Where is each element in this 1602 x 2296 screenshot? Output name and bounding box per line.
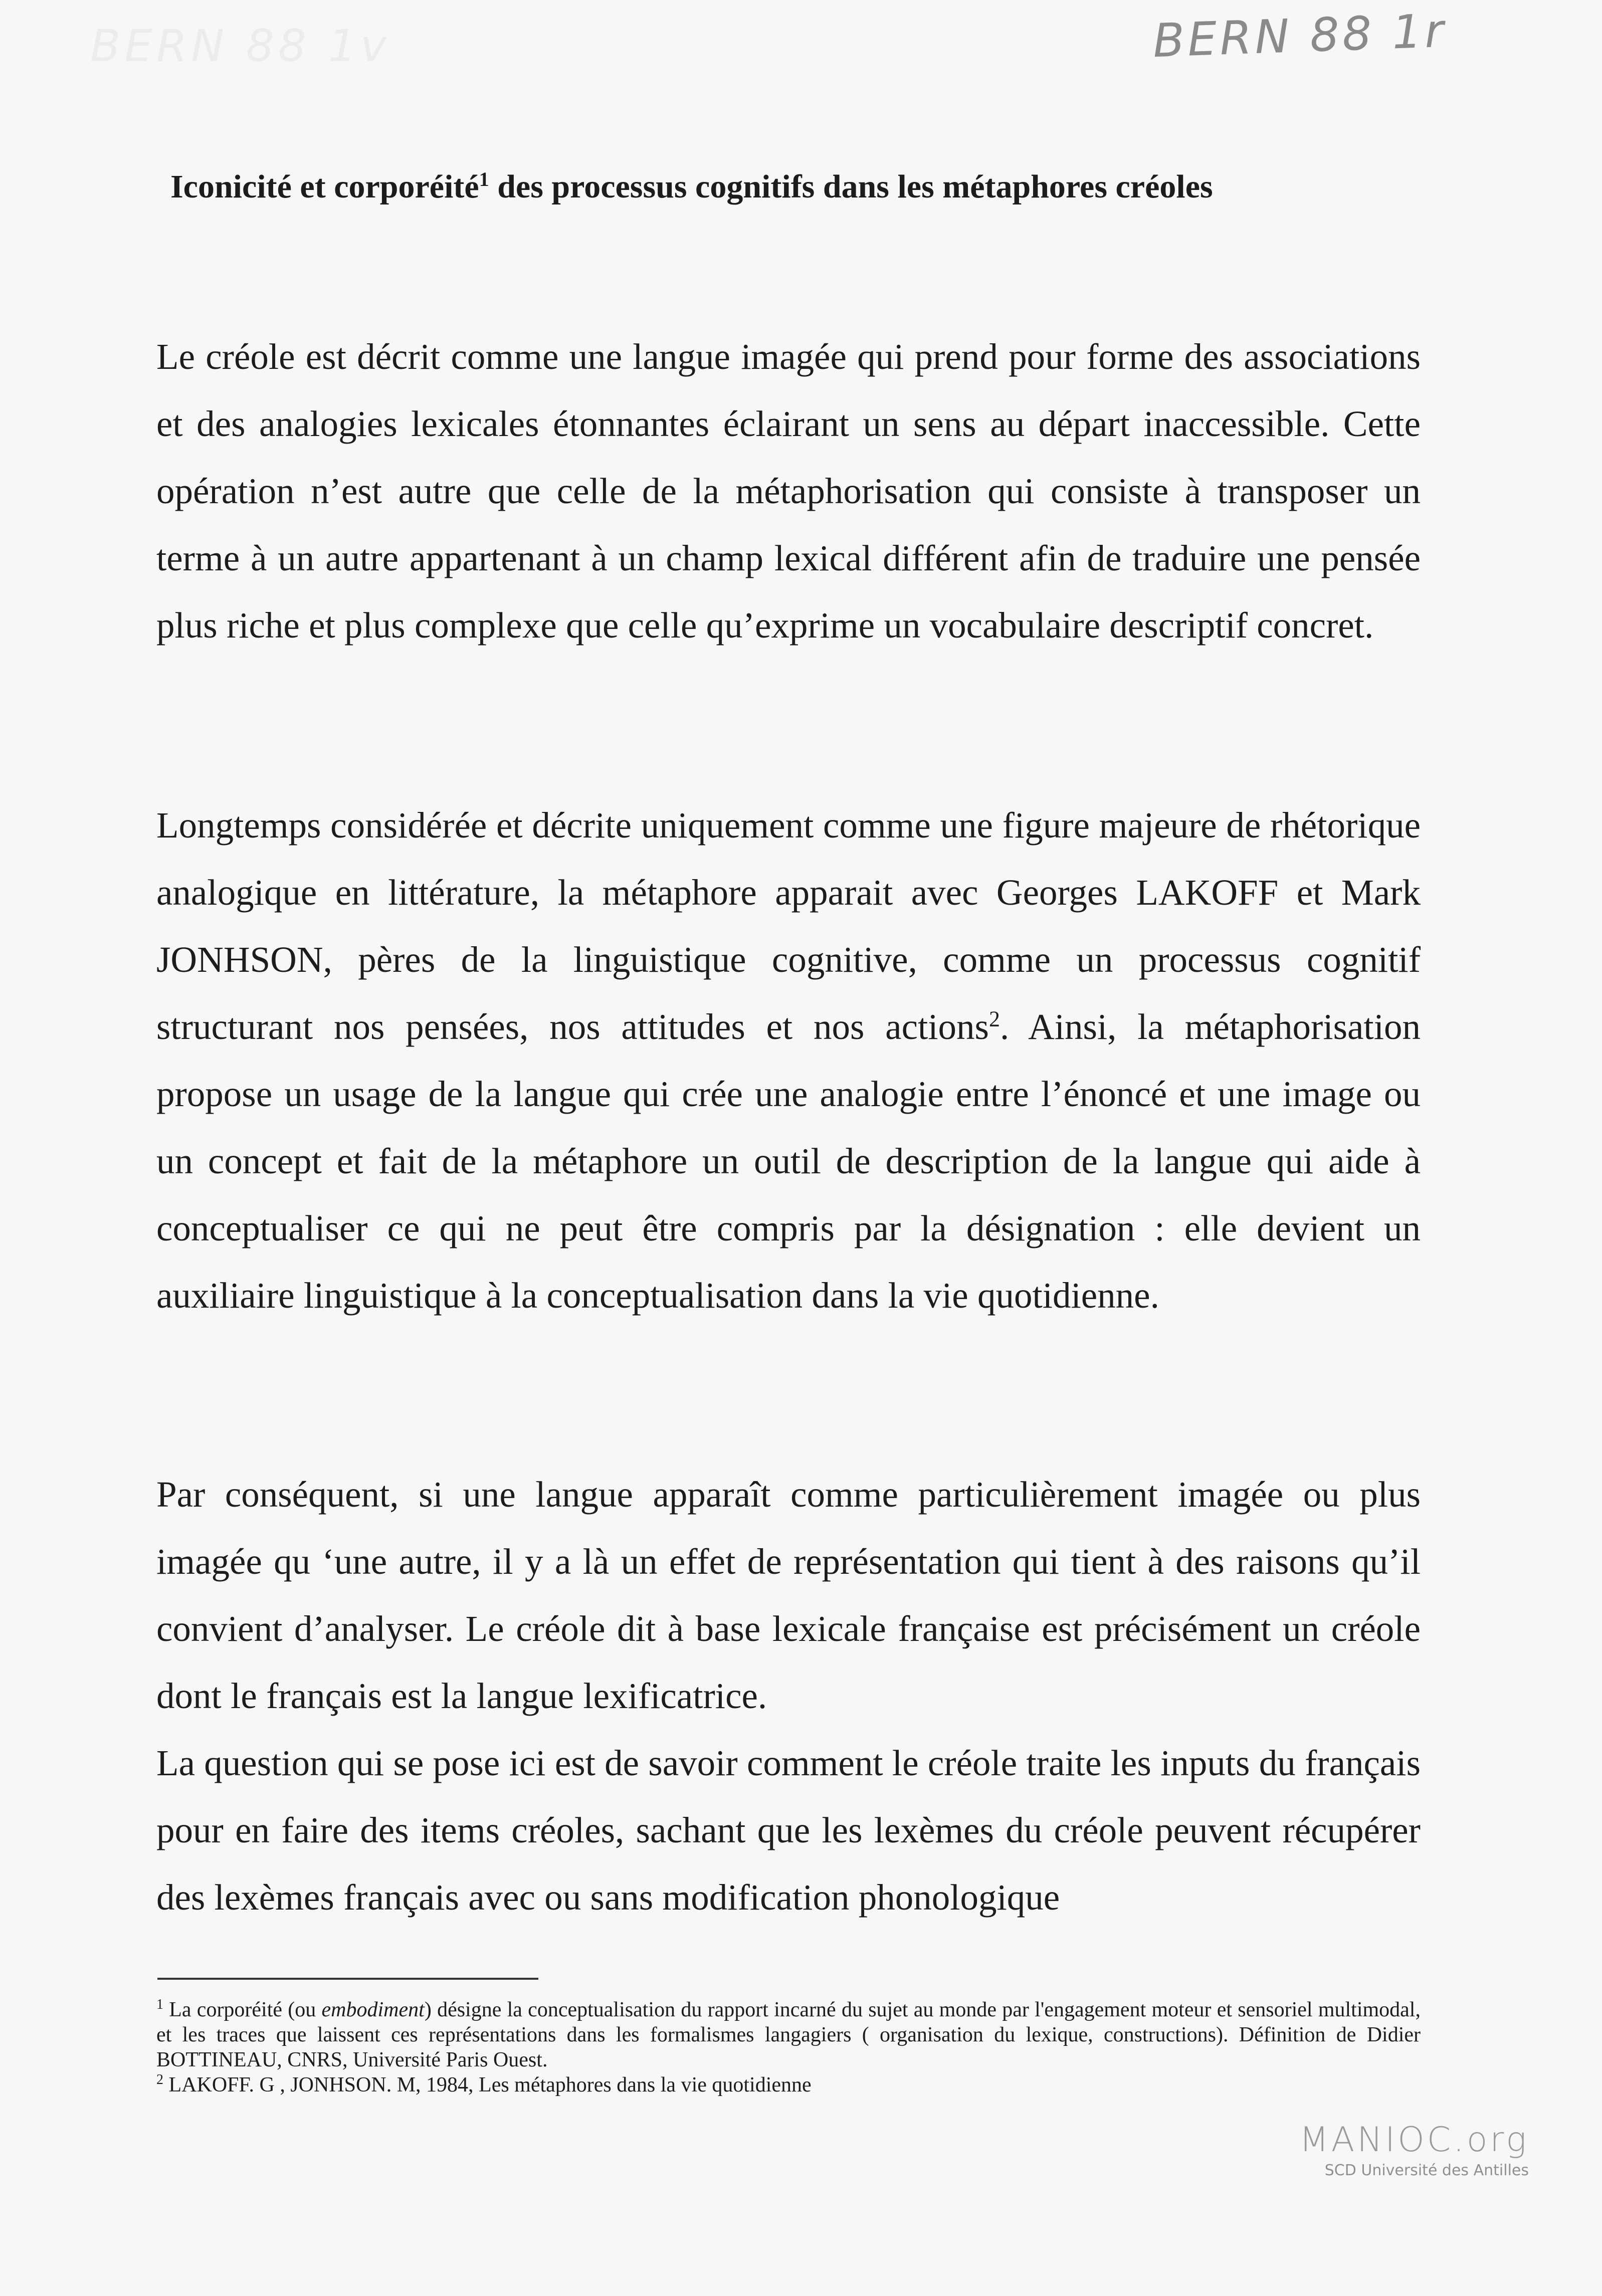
paragraph-2	[156, 792, 1421, 1329]
footnote-ref-2: 2	[988, 1006, 1000, 1031]
footnote-1-text: La corporéité (ou	[163, 1998, 322, 2021]
paragraph-2-text-rest: . Ainsi, la métaphorisation propose un usage de la langue qui crée une analogie entre l’énoncé et une image ou un concept et fait de la métaphore un outil de description de la langue qui aide à conceptualiser ce qui ne peut être compris par la désignation : elle devient un auxiliaire linguistique à la conceptualisation dans la vie quotidienne.	[156, 1006, 1421, 1316]
footnote-1	[156, 1997, 1421, 2072]
footnote-1-italic: embodiment	[321, 1998, 425, 2021]
paragraph-3-block	[156, 1461, 1421, 1931]
archive-reference-mark: BERN 88 1r	[1152, 4, 1448, 68]
paragraph-3: Par conséquent, si une langue apparaît comme particulièrement imagée ou plus imagée qu ‘une autre, il y a là un effet de représentation qui tient à des raisons qu’il convient d’analyser. Le créole dit à base lexicale française est précisément un créole dont le français est la langue lexificatrice.	[156, 1474, 1421, 1716]
footnote-2-text: LAKOFF. G , JONHSON. M, 1984, Les métaphores dans la vie quotidienne	[163, 2073, 812, 2097]
footnote-ref-1: 1	[479, 168, 489, 190]
manioc-logo: MANIOC.org	[1299, 2120, 1529, 2160]
footnote-1-text-rest: ) désigne la conceptualisation du rapport incarné du sujet au monde par l'engagement moteur et sensoriel multimodal, et les traces que laissent ces représentations dans les formalismes langagiers ( organisation du lexique, constructions). Définition de Didier BOTTINEAU, CNRS, Université Paris Ouest.	[156, 1998, 1421, 2071]
title-text: Iconicité et corporéité	[170, 168, 479, 205]
title-text-rest: des processus cognitifs dans les métaphores créoles	[489, 168, 1213, 205]
bleed-through-mark: BERN 88 1v	[90, 20, 390, 72]
footnote-1-number: 1	[156, 1997, 163, 2012]
footnote-2	[156, 2072, 1421, 2098]
paragraph-1: Le créole est décrit comme une langue imagée qui prend pour forme des associations et des analogies lexicales étonnantes éclairant un sens au départ inaccessible. Cette opération n’est autre que celle de la métaphorisation qui consiste à transposer un terme à un autre appartenant à un champ lexical différent afin de traduire une pensée plus riche et plus complexe que celle qu’exprime un vocabulaire descriptif concret.	[156, 336, 1421, 646]
footnotes	[156, 1997, 1421, 2098]
paragraph-4: La question qui se pose ici est de savoir comment le créole traite les inputs du français pour en faire des items créoles, sachant que les lexèmes du créole peuvent récupérer des lexèmes français avec ou sans modification phonologique	[156, 1743, 1421, 1918]
manioc-subtitle: SCD Université des Antilles	[1324, 2162, 1529, 2179]
manioc-watermark	[1298, 2120, 1529, 2179]
footnote-separator	[157, 1978, 538, 1980]
document-title	[170, 168, 1444, 206]
paragraph-2-text: Longtemps considérée et décrite uniquement comme une figure majeure de rhétorique analogique en littérature, la métaphore apparait avec Georges LAKOFF et Mark JONHSON, pères de la linguistique cognitive, comme un processus cognitif structurant nos pensées, nos attitudes et nos actions	[156, 805, 1421, 1047]
footnote-2-number: 2	[156, 2072, 163, 2088]
